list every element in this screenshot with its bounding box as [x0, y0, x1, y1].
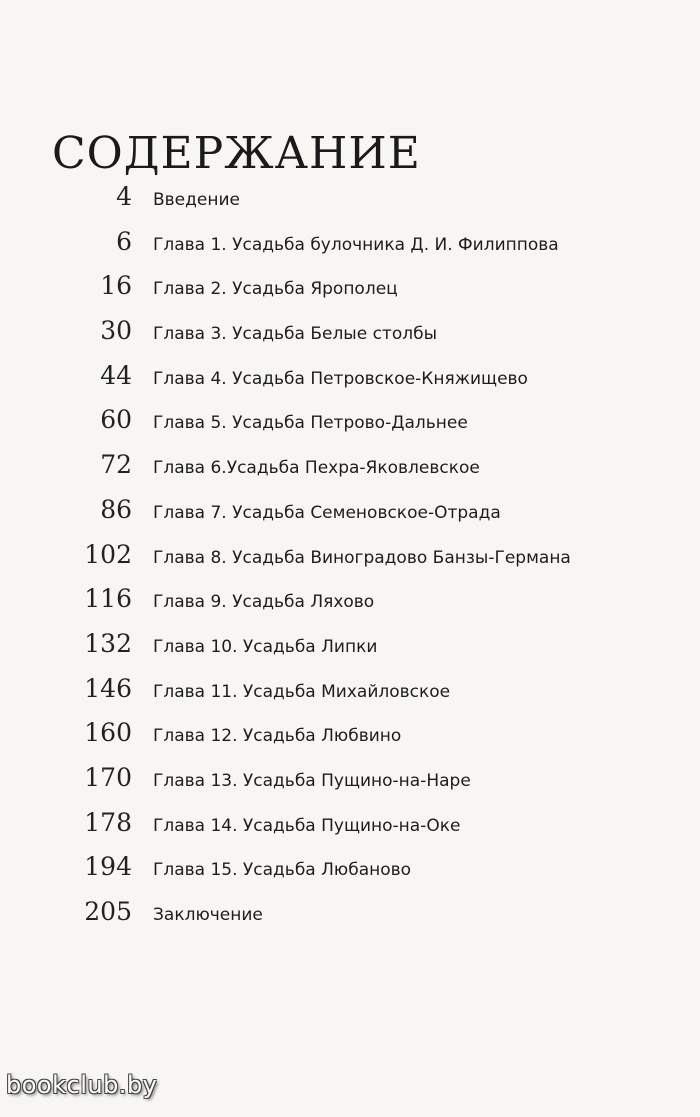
toc-entry-title: Заключение	[153, 905, 263, 925]
toc-page-number: 116	[84, 584, 132, 614]
toc-entry-title: Глава 1. Усадьба булочника Д. И. Филиппова	[153, 234, 559, 255]
toc-entry-title: Глава 6.Усадьба Пехра-Яковлевское	[153, 458, 480, 479]
toc-entry-title: Глава 14. Усадьба Пущино-на-Оке	[153, 815, 461, 836]
toc-entry	[0, 403, 700, 448]
toc-page-number: 194	[84, 852, 132, 882]
toc-entry	[0, 761, 700, 806]
toc-page-number: 132	[84, 628, 132, 658]
toc-entry-title: Введение	[153, 190, 240, 210]
watermark: bookclub.by	[6, 1071, 158, 1099]
toc-entry	[0, 269, 700, 314]
toc-entry-title: Глава 15. Усадьба Любаново	[153, 860, 412, 881]
toc-page-number: 178	[84, 807, 132, 837]
toc-page-number: 16	[100, 271, 132, 301]
toc-entry-title: Глава 5. Усадьба Петрово-Дальнее	[153, 413, 468, 434]
toc-page-number: 160	[84, 718, 132, 748]
toc-entry-title: Глава 2. Усадьба Ярополец	[153, 279, 398, 300]
toc-entry-title: Глава 11. Усадьба Михайловское	[153, 681, 451, 702]
toc-entry	[0, 895, 700, 940]
toc-entry	[0, 359, 700, 404]
toc-entry-title: Глава 8. Усадьба Виноградово Банзы-Германа	[153, 547, 571, 568]
toc-entry-title: Глава 4. Усадьба Петровское-Княжищево	[153, 368, 528, 389]
toc-page-number: 60	[100, 405, 132, 435]
toc-entry	[0, 627, 700, 672]
toc-page-number: 102	[84, 539, 132, 569]
toc-entry	[0, 314, 700, 359]
toc-page-number: 44	[100, 360, 132, 390]
table-of-contents	[0, 180, 700, 940]
toc-page-number: 6	[116, 226, 132, 256]
toc-entry	[0, 225, 700, 270]
toc-page-number: 72	[100, 450, 132, 480]
toc-entry-title: Глава 7. Усадьба Семеновское-Отрада	[153, 502, 501, 523]
toc-page-number: 170	[84, 762, 132, 792]
toc-entry	[0, 672, 700, 717]
toc-page-number: 146	[84, 673, 132, 703]
toc-entry	[0, 493, 700, 538]
toc-page-number: 4	[116, 182, 132, 211]
toc-entry	[0, 180, 700, 225]
toc-entry-title: Глава 10. Усадьба Липки	[153, 636, 378, 657]
toc-entry	[0, 716, 700, 761]
toc-entry-title: Глава 13. Усадьба Пущино-на-Наре	[153, 770, 471, 791]
toc-page-number: 86	[100, 494, 132, 524]
page-title: СОДЕРЖАНИЕ	[52, 128, 421, 180]
toc-entry-title: Глава 9. Усадьба Ляхово	[153, 592, 375, 613]
toc-page-number: 205	[84, 897, 132, 926]
toc-entry	[0, 582, 700, 627]
toc-entry-title: Глава 3. Усадьба Белые столбы	[153, 324, 438, 345]
toc-entry	[0, 448, 700, 493]
toc-entry	[0, 538, 700, 583]
toc-entry	[0, 850, 700, 895]
toc-entry	[0, 806, 700, 851]
toc-page-number: 30	[100, 316, 132, 346]
toc-entry-title: Глава 12. Усадьба Любвино	[153, 726, 402, 747]
